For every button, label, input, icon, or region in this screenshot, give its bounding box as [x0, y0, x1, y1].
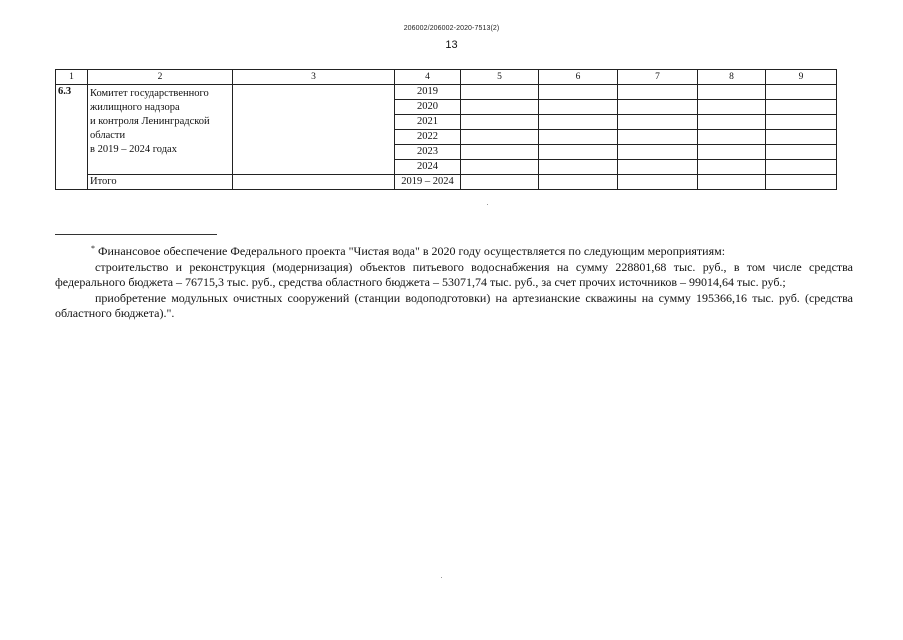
year-cell: 2022 [395, 130, 461, 145]
empty-cell [698, 100, 766, 115]
empty-cell [539, 85, 618, 100]
footnote-item: приобретение модульных очистных сооружений (станции водоподготовки) на артезианские скважины на сумму 195366,16 тыс. руб. (средства областного бюджета).". [55, 290, 853, 321]
table-header-row [56, 70, 837, 85]
column-header: 5 [461, 70, 539, 85]
empty-cell [698, 130, 766, 145]
column-header: 2 [88, 70, 233, 85]
empty-cell [698, 160, 766, 175]
column-header: 8 [698, 70, 766, 85]
total-label: Итого [88, 175, 233, 190]
page-number: 13 [445, 39, 458, 51]
column-header: 7 [618, 70, 698, 85]
column-header: 1 [56, 70, 88, 85]
empty-cell [766, 130, 837, 145]
empty-cell [766, 85, 837, 100]
funding-table [55, 69, 837, 190]
row-name-line: области [90, 130, 126, 141]
empty-cell [461, 85, 539, 100]
column-header: 9 [766, 70, 837, 85]
empty-cell [698, 145, 766, 160]
empty-cell [766, 100, 837, 115]
empty-cell [539, 100, 618, 115]
empty-cell [461, 130, 539, 145]
empty-cell [539, 160, 618, 175]
footnote-marker: * [91, 244, 95, 253]
row-number: 6.3 [56, 85, 88, 190]
row-name [88, 85, 233, 175]
year-cell: 2020 [395, 100, 461, 115]
scan-speck [441, 577, 442, 578]
empty-cell [698, 115, 766, 130]
empty-cell [618, 145, 698, 160]
footnote-separator [55, 234, 217, 235]
empty-cell [539, 115, 618, 130]
column-header: 3 [233, 70, 395, 85]
row-name-line: Комитет государственного [90, 88, 209, 99]
year-cell: 2021 [395, 115, 461, 130]
empty-cell [461, 145, 539, 160]
table-row [56, 85, 837, 100]
footnote-intro-text: Финансовое обеспечение Федерального проекта "Чистая вода" в 2020 году осуществляется по следующим мероприятиям: [98, 244, 726, 258]
empty-cell [539, 130, 618, 145]
empty-cell [766, 115, 837, 130]
footnote [55, 244, 853, 322]
footnote-intro [55, 244, 853, 260]
empty-cell [461, 160, 539, 175]
empty-cell [766, 175, 837, 190]
scan-speck [487, 204, 488, 205]
empty-cell [233, 85, 395, 175]
empty-cell [618, 175, 698, 190]
empty-cell [461, 100, 539, 115]
empty-cell [618, 85, 698, 100]
row-name-line: жилищного надзора [90, 102, 180, 113]
year-cell: 2023 [395, 145, 461, 160]
empty-cell [233, 175, 395, 190]
empty-cell [766, 145, 837, 160]
column-header: 4 [395, 70, 461, 85]
empty-cell [618, 100, 698, 115]
empty-cell [461, 175, 539, 190]
empty-cell [766, 160, 837, 175]
empty-cell [618, 130, 698, 145]
year-cell: 2019 [395, 85, 461, 100]
total-period: 2019 – 2024 [395, 175, 461, 190]
column-header: 6 [539, 70, 618, 85]
empty-cell [539, 145, 618, 160]
document-id: 206002/206002-2020-7513(2) [403, 25, 500, 32]
row-name-line: и контроля Ленинградской [90, 116, 210, 127]
empty-cell [698, 175, 766, 190]
empty-cell [539, 175, 618, 190]
footnote-item: строительство и реконструкция (модернизация) объектов питьевого водоснабжения на сумму 228801,68 тыс. руб., в том числе средства федерального бюджета – 76715,3 тыс. руб., средства областного бюджета – 53071,74 тыс. руб., за счет прочих источников – 99014,64 тыс. руб.; [55, 259, 853, 290]
total-row [56, 175, 837, 190]
empty-cell [618, 160, 698, 175]
year-cell: 2024 [395, 160, 461, 175]
empty-cell [461, 115, 539, 130]
empty-cell [618, 115, 698, 130]
row-name-line: в 2019 – 2024 годах [90, 144, 177, 155]
empty-cell [698, 85, 766, 100]
